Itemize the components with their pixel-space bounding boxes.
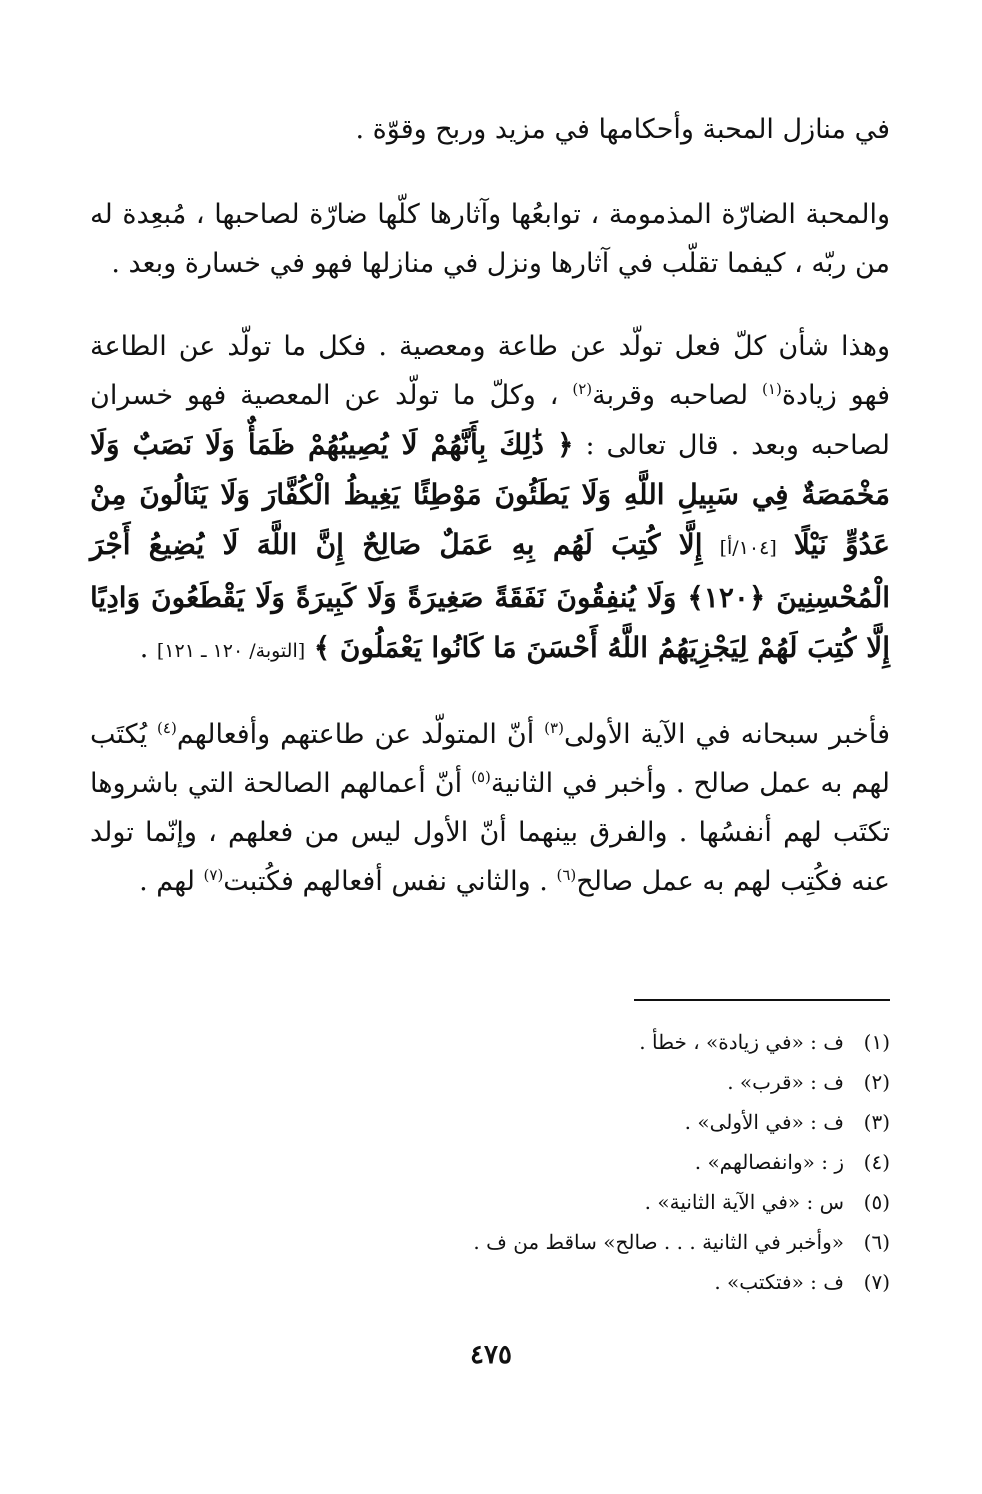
footnote-text: س : «في الآية الثانية» . [644, 1190, 844, 1214]
footnote-number: (٦) [863, 1230, 890, 1254]
footnote-number: (٤) [863, 1150, 890, 1174]
paragraph-4-text: . والثاني نفس أفعالهم فكُتبت [223, 866, 557, 897]
footnote-6 [90, 1222, 890, 1262]
verse-reference: [التوبة/ ١٢٠ ـ ١٢١] [156, 640, 306, 662]
footnote-3 [90, 1102, 890, 1142]
footnote-text: ف : «قرب» . [727, 1070, 844, 1094]
footnote-1 [90, 1022, 890, 1062]
paragraph-4-text: يُكتَب لهم به عمل صالح . وأخبر في الثانية [90, 719, 890, 799]
footnote-number: (١) [863, 1030, 890, 1054]
footnote-number: (٥) [863, 1190, 890, 1214]
paragraph-3-end: . [139, 633, 157, 664]
paragraph-4 [90, 710, 890, 906]
footnote-text: «وأخبر في الثانية . . . صالح» ساقط من ف . [473, 1230, 844, 1254]
footnote-4 [90, 1142, 890, 1182]
paragraph-3-text: لصاحبه وقربة [592, 380, 763, 411]
footnote-5 [90, 1182, 890, 1222]
quran-verse: إِلَّا كُتِبَ لَهُم بِهِ عَمَلٌ صَالِحٌ إِنَّ اللَّهَ لَا يُضِيعُ أَجْرَ الْمُحْسِنِينَ ﴿١٢٠﴾ وَلَا يُنفِقُونَ نَفَقَةً صَغِيرَةً وَلَا كَبِيرَةً وَلَا يَقْطَعُونَ وَادِيًا إِلَّا كُتِبَ لَهُمْ لِيَجْزِيَهُمُ اللَّهُ أَحْسَنَ مَا كَانُوا يَعْمَلُونَ ﴾ [90, 528, 891, 664]
footnotes-list [90, 1022, 890, 1302]
footnote-ref-5: (٥) [471, 768, 491, 786]
paragraph-3 [90, 322, 890, 676]
footnote-ref-6: (٦) [556, 866, 577, 884]
page-number: ٤٧٥ [470, 1340, 512, 1370]
quran-verse: ﴿ ذَٰلِكَ بِأَنَّهُمْ لَا يُصِيبُهُمْ ظَمَأٌ وَلَا نَصَبٌ وَلَا مَخْمَصَةٌ فِي سَبِيلِ اللَّهِ وَلَا يَطَئُونَ مَوْطِئًا يَغِيظُ الْكُفَّارَ وَلَا يَنَالُونَ مِنْ عَدُوٍّ نَيْلًا [90, 428, 890, 561]
footnote-number: (٧) [863, 1270, 890, 1294]
paragraph-4-text: فأخبر سبحانه في الآية الأولى [563, 719, 891, 750]
footnote-text: ز : «وانفصالهم» . [694, 1150, 844, 1174]
footnote-ref-7: (٧) [203, 866, 224, 884]
footnote-ref-4: (٤) [157, 719, 177, 737]
footnote-text: ف : «فتكتب» . [714, 1270, 844, 1294]
footnote-ref-1: (١) [762, 380, 782, 398]
footnote-7 [90, 1262, 890, 1302]
paragraph-4-text: لهم . [139, 866, 204, 897]
footnote-text: ف : «في الأولى» . [684, 1110, 844, 1134]
footnote-divider [634, 999, 890, 1001]
footnote-number: (٢) [863, 1070, 890, 1094]
manuscript-folio-marker: [١٠٤/أ] [719, 537, 777, 559]
footnote-2 [90, 1062, 890, 1102]
paragraph-3-text: ، وكلّ ما تولّد عن المعصية فهو خسران لصاحبه وبعد . قال تعالى : [90, 380, 890, 461]
paragraph-3-text: وهذا شأن كلّ فعل تولّد عن طاعة ومعصية . فكل ما تولّد عن الطاعة فهو زيادة [90, 331, 890, 411]
footnote-ref-2: (٢) [572, 380, 593, 398]
footnote-number: (٣) [863, 1110, 890, 1134]
paragraph-4-text: أنّ أعمالهم الصالحة التي باشروها تكتَب لهم أنفسُها . والفرق بينهما أنّ الأول ليس من فعلهم ، وإنّما تولد عنه فكُتِب لهم به عمل صالح [90, 768, 891, 897]
footnote-ref-3: (٣) [544, 719, 564, 737]
paragraph-1: في منازل المحبة وأحكامها في مزيد وربح وقوّة . [355, 114, 890, 145]
paragraph-2: والمحبة الضارّة المذمومة ، توابعُها وآثارها كلّها ضارّة لصاحبها ، مُبعِدة له من ربّه ، كيفما تقلّب في آثارها ونزل في منازلها فهو في خسارة وبعد . [90, 199, 890, 279]
paragraph-4-text: أنّ المتولّد عن طاعتهم وأفعالهم [176, 719, 545, 750]
footnote-text: ف : «في زيادة» ، خطأ . [639, 1030, 844, 1054]
